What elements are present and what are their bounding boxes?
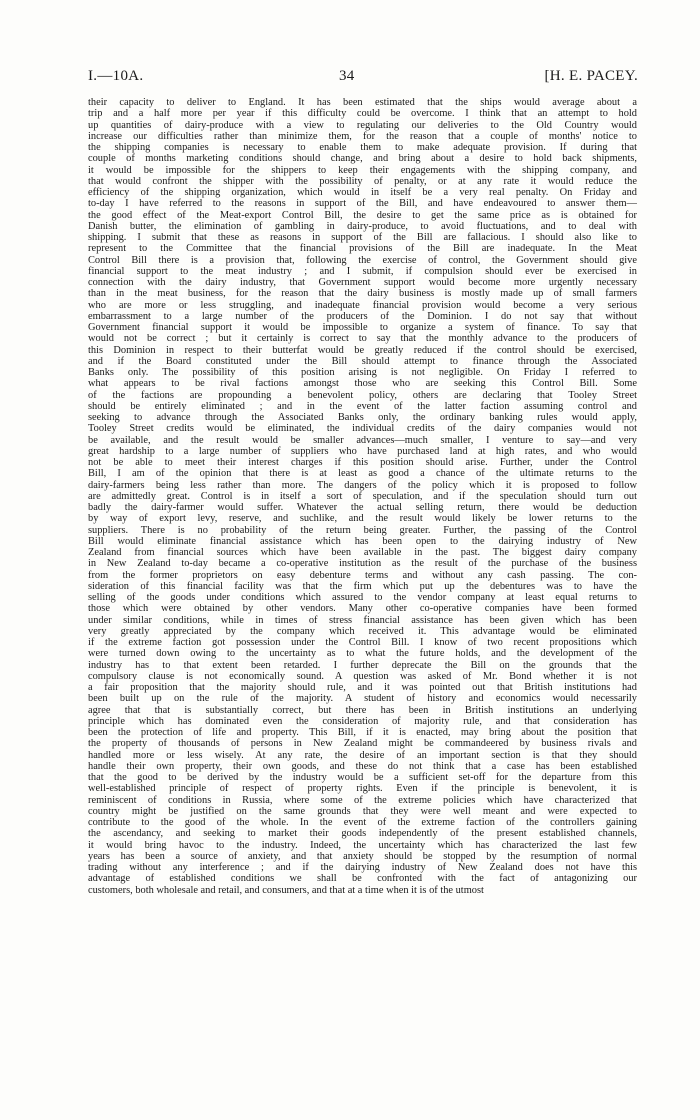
text-line: those which were obtained by other vendors. Many other co-operative companies have been formed (88, 603, 637, 615)
text-line: who are more or less struggling, and inadequate financial provision would become a very serious (88, 299, 637, 311)
page-number: 34 (339, 68, 355, 84)
text-line: principle which has dominated even the consideration of majority rule, and that consideration has (88, 715, 637, 727)
text-line: their capacity to deliver to England. It has been estimated that the ships would average about a (88, 97, 637, 108)
text-line: that the good to be derived by the industry would be a sufficient set-off for the departure from this (88, 772, 637, 783)
text-line: industry has to that extent been retarded. I further deprecate the Bill on the grounds that the (88, 659, 637, 671)
text-line: compulsory clause is not economically sound. A question was asked of Mr. Bond whether it is not (88, 670, 637, 682)
text-line: Government financial support it would be impossible to organize a system of finance. To say that (88, 322, 637, 333)
text-line: would not be correct ; but it certainly is correct to say that the monthly advance to the producers of (88, 333, 637, 345)
text-line: were turned down owing to the uncertainty as to what the future holds, and the development of the (88, 648, 637, 660)
text-line: very greatly appreciated by the company which received it. This advantage would be eliminated (88, 625, 637, 637)
text-line: country might be justified on the same grounds that they were well meant and were expected to (88, 805, 637, 817)
text-line: that would confront the shipper with the possibility of penalty, or at any rate it would reduce the (88, 175, 637, 187)
text-line: under similar conditions, while in times of stress financial assistance has been given which has been (88, 614, 637, 626)
text-line: the property of thousands of persons in New Zealand might be commandeered by business rivals and (88, 738, 637, 750)
speaker-name: [H. E. PACEY. (544, 68, 638, 84)
text-line: the good effect of the Meat-export Control Bill, the desire to get the same price as is obtained for (88, 209, 637, 221)
text-line: than in the meat business, for the reason that the dairy business is mostly made up of small farmers (88, 288, 637, 300)
text-line: suppliers. There is no probability of the return being greater. Further, the passing of the Control (88, 524, 637, 536)
text-line: of the factions are propounding a benevolent policy, others are declaring that Tooley Street (88, 389, 637, 401)
text-line: badly the dairy-farmer would suffer. Whatever the actual selling return, there would be deduction (88, 502, 637, 513)
text-line: couple of months marketing conditions should change, and bring about a desire to hold back shipments, (88, 153, 637, 165)
text-line: contribute to the good of the whole. In the event of the extreme faction of the controllers gaining (88, 817, 637, 828)
text-line: years has been a source of anxiety, and that anxiety should be stopped by the resumption of normal (88, 850, 637, 862)
text-line: Bill would eliminate financial assistance which has been open to the dairying industry of New (88, 535, 637, 547)
text-line: Danish butter, the elimination of gambling in dairy-produce, to avoid fluctuations, and to deal with (88, 220, 637, 232)
text-line: efficiency of the shipping organization, which would in itself be a very real penalty. On Friday and (88, 187, 637, 198)
text-line: it would be impossible for the shippers to keep their engagements with the shipping company, and (88, 164, 637, 176)
page-header (88, 68, 638, 88)
text-line: Bill, I am of the opinion that there is at least as good a chance of the ultimate returns to the (88, 468, 637, 480)
text-line: great hardship to a large number of suppliers who have purchased land at high rates, and who would (88, 445, 637, 457)
document-code: I.—10A. (88, 68, 144, 84)
text-line: Tooley Street credits would be eliminated, the individual credits of the dairy companies would not (88, 423, 637, 435)
text-line: from the former proprietors on easy debenture terms and without any cash passing. The con- (88, 569, 637, 581)
text-line: up quantities of dairy-produce with a view to regulating our deliveries to the Old Country would (88, 119, 637, 131)
text-line: Control Bill there is a provision that, following the exercise of control, the Government should give (88, 254, 637, 266)
text-line: financial support to the meat industry ; and I submit, if compulsion should ever be exercised in (88, 265, 637, 277)
text-line: advantage of established conditions we shall be confronted with the fact of antagonizing our (88, 873, 637, 885)
text-line: the shipping companies is necessary to enable them to make adequate provision. If during that (88, 142, 637, 153)
text-line: Zealand from financial sources which have been available in the past. The biggest dairy company (88, 547, 637, 558)
text-line: to-day I have referred to the reasons in support of the Bill, and have endeavoured to answer them— (88, 198, 637, 210)
text-line: shipping. I submit that these as reasons in support of the Bill are fallacious. I should also like to (88, 232, 637, 243)
text-line: seeking to advance through the Associated Banks only, the ordinary banking rules would apply, (88, 412, 637, 423)
text-line: selling of the goods under conditions which assured to the vendor company at least equal returns to (88, 592, 637, 603)
text-line: be available, and the result would be smaller advances—much smaller, I venture to say—and very (88, 434, 637, 446)
text-line: a fair proposition that the majority should rule, and it was pointed out that British institutions had (88, 682, 637, 693)
text-line: represent to the Committee that the financial provisions of the Bill are inadequate. In the Meat (88, 243, 637, 255)
text-line: what appears to be rival factions amongst those who are seeking this Control Bill. Some (88, 378, 637, 390)
text-line: connection with the dairy industry, that Government support would become more urgently necessary (88, 277, 637, 288)
text-line: sideration of this financial facility was that the firm which put up the debentures was to have the (88, 580, 637, 592)
text-line: Banks only. The possibility of this position arising is not negligible. On Friday I referred to (88, 367, 637, 378)
text-line: in New Zealand to-day became a co-operative institution as the result of the purchase of the business (88, 558, 637, 570)
text-line: trip and a half more per year if this difficulty could be overcome. I think that an attempt to hold (88, 108, 637, 120)
text-line: should be entirely eliminated ; and in the event of the latter faction assuming control and (88, 400, 637, 412)
text-line: if the extreme faction got possession under the Control Bill. I know of two recent propositions which (88, 637, 637, 648)
text-line: been the protection of life and property. This Bill, if it is enacted, may bring about the position that (88, 727, 637, 738)
text-line: embarrassment to a large number of the producers of the Dominion. I do not say that without (88, 310, 637, 322)
text-line: reminiscent of conditions in Russia, where some of the extreme policies which have characterized that (88, 794, 637, 806)
text-line: been built up on the rule of the majority. A student of history and economics would necessarily (88, 693, 637, 705)
text-line: handled more or less wisely. At any rate, the desire of an important section is that they should (88, 749, 637, 761)
text-line: and if the Board constituted under the Bill should attempt to finance through the Associated (88, 355, 637, 367)
text-line: this Dominion in respect to their butterfat would be greatly reduced if the control should be exercised, (88, 344, 637, 356)
text-line: customers, both wholesale and retail, and consumers, and that at a time when it is of the utmost (88, 884, 484, 896)
text-line: agree that that is substantially correct, but there has been in British institutions an underlying (88, 704, 637, 716)
text-line: not be able to meet their interest charges if this position should arise. Further, under the Control (88, 457, 637, 468)
text-line: are admittedly great. Control is in itself a sort of speculation, and if the speculation should turn out (88, 490, 637, 502)
text-line: the ascendancy, and seeking to market their goods independently of the present established channels, (88, 828, 637, 840)
text-line: dairy-farmers being less rather than more. The dangers of the policy which it is proposed to follow (88, 479, 637, 491)
text-line: handle their own property, their own goods, and these do not think that a case has been established (88, 760, 637, 772)
text-line: by way of export levy, reserve, and suchlike, and the result would likely be lower returns to the (88, 513, 637, 525)
text-line: increase our difficulties rather than minimize them, for the reason that a couple of months' notice to (88, 130, 637, 142)
body-text (88, 97, 637, 896)
text-line: it would bring havoc to the industry. Indeed, the uncertainty which has characterized the last few (88, 839, 637, 851)
text-line: well-established principle of respect of property rights. Even if the principle is benevolent, it is (88, 783, 637, 795)
text-line: trading without any interference ; and if the dairying industry of New Zealand does not have this (88, 862, 637, 873)
